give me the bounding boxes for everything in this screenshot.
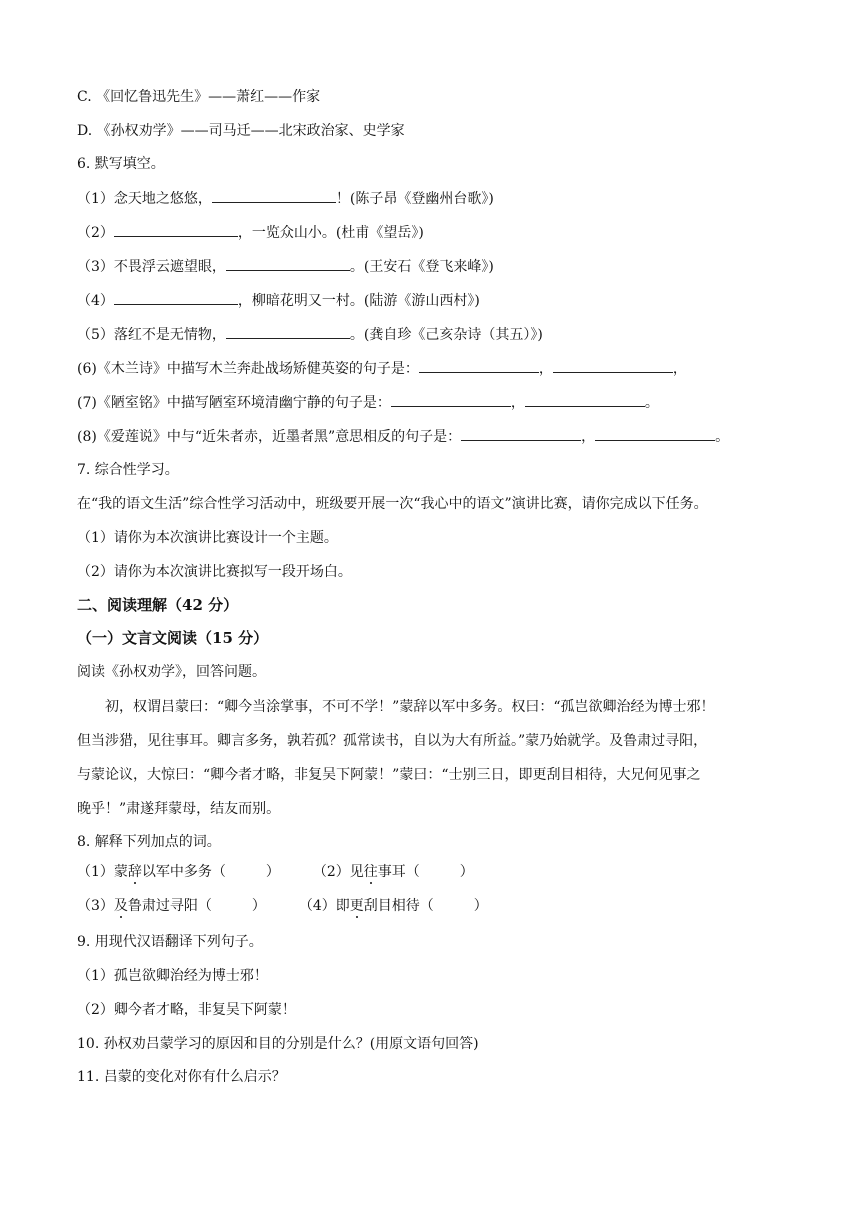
q6-item-3-prefix: （3）不畏浮云遮望眼， bbox=[77, 259, 226, 275]
answer-blank[interactable] bbox=[419, 358, 539, 373]
answer-blank[interactable] bbox=[461, 426, 581, 441]
q6-item-2-suffix: ，一览众山小。(杜甫《望岳》) bbox=[237, 225, 424, 241]
q6-item-2-prefix: （2） bbox=[77, 225, 114, 241]
q8-item-2: （2）见往事耳（ ） bbox=[312, 864, 474, 880]
q9-sentence-1: （1）孤岂欲卿治经为博士邪！ bbox=[77, 968, 268, 984]
dotted-word: 更 bbox=[349, 898, 364, 914]
q6-item-2 bbox=[77, 222, 424, 243]
q6-item-7-prefix: (7)《陋室铭》中描写陋室环境清幽宁静的句子是： bbox=[77, 395, 391, 411]
answer-blank[interactable] bbox=[525, 392, 645, 407]
q6-item-8-sep: ， bbox=[581, 429, 596, 445]
answer-blank[interactable] bbox=[226, 324, 350, 339]
passage-line-2: 但当涉猎，见往事耳。卿言多务，孰若孤？孤常读书，自以为大有所益。”蒙乃始就学。及鲁肃过寻阳， bbox=[77, 733, 708, 749]
q6-item-4-prefix: （4） bbox=[77, 293, 114, 309]
q6-item-6-suffix: ， bbox=[672, 361, 687, 377]
q8-item-4: （4）即更刮目相待（ ） bbox=[298, 898, 488, 914]
dotted-word: 及 bbox=[113, 898, 128, 914]
q6-item-4-suffix: ，柳暗花明又一村。(陆游《游山西村》) bbox=[237, 293, 480, 309]
answer-blank[interactable] bbox=[553, 358, 673, 373]
q6-item-6 bbox=[77, 358, 687, 379]
q6-item-4 bbox=[77, 290, 480, 311]
option-c: C. 《回忆鲁迅先生》——萧红——作家 bbox=[77, 89, 321, 105]
dotted-word: 辞 bbox=[127, 864, 142, 880]
answer-blank[interactable] bbox=[114, 222, 238, 237]
q6-title: 6. 默写填空。 bbox=[77, 156, 165, 172]
q10-question: 10. 孙权劝吕蒙学习的原因和目的分别是什么？(用原文语句回答) bbox=[77, 1036, 479, 1052]
q6-item-5 bbox=[77, 324, 543, 345]
q6-item-8-prefix: (8)《爱莲说》中与“近朱者赤，近墨者黑”意思相反的句子是： bbox=[77, 429, 462, 445]
q7-task-1: （1）请你为本次演讲比赛设计一个主题。 bbox=[77, 530, 338, 546]
passage-line-1: 初，权谓吕蒙曰：“卿今当涂掌事，不可不学！”蒙辞以军中多务。权曰：“孤岂欲卿治经为博士邪！ bbox=[105, 699, 715, 715]
q6-item-3 bbox=[77, 256, 494, 277]
q6-item-8-suffix: 。 bbox=[715, 429, 730, 445]
q7-intro: 在“我的语文生活”综合性学习活动中，班级要开展一次“我心中的语文”演讲比赛，请你完成以下任务。 bbox=[77, 496, 708, 512]
q8-item-1: （1）蒙辞以军中多务（ ） bbox=[77, 864, 280, 880]
q9-title: 9. 用现代汉语翻译下列句子。 bbox=[77, 934, 263, 950]
q8-item-3: （3）及鲁肃过寻阳（ ） bbox=[77, 898, 266, 914]
q11-question: 11. 吕蒙的变化对你有什么启示？ bbox=[77, 1069, 286, 1085]
passage-line-4: 晚乎！”肃遂拜蒙母，结友而别。 bbox=[77, 801, 281, 817]
answer-blank[interactable] bbox=[226, 256, 350, 271]
q7-task-2: （2）请你为本次演讲比赛拟写一段开场白。 bbox=[77, 564, 352, 580]
reading-intro: 阅读《孙权劝学》，回答问题。 bbox=[77, 664, 266, 680]
answer-blank[interactable] bbox=[391, 392, 511, 407]
q6-item-5-suffix: 。(龚自珍《己亥杂诗（其五）》) bbox=[349, 327, 543, 343]
q6-item-8 bbox=[77, 426, 729, 447]
q6-item-5-prefix: （5）落红不是无情物， bbox=[77, 327, 226, 343]
q6-item-7 bbox=[77, 392, 659, 413]
passage-line-3: 与蒙论议，大惊曰：“卿今者才略，非复吴下阿蒙！”蒙曰：“士别三日，即更刮目相待，大兄何见事之 bbox=[77, 767, 701, 783]
q6-item-7-sep: ， bbox=[510, 395, 525, 411]
answer-blank[interactable] bbox=[212, 188, 336, 203]
q6-item-3-suffix: 。(王安石《登飞来峰》) bbox=[349, 259, 494, 275]
q6-item-1-suffix: ！(陈子昂《登幽州台歌》) bbox=[335, 191, 494, 207]
q8-title: 8. 解释下列加点的词。 bbox=[77, 834, 221, 850]
q7-title: 7. 综合性学习。 bbox=[77, 462, 179, 478]
q6-item-6-sep: ， bbox=[538, 361, 553, 377]
q8-row-1 bbox=[77, 862, 474, 882]
q6-item-6-prefix: (6)《木兰诗》中描写木兰奔赴战场矫健英姿的句子是： bbox=[77, 361, 419, 377]
section-heading: 二、阅读理解（42 分） bbox=[77, 596, 239, 614]
q8-row-2 bbox=[77, 896, 488, 916]
subsection-heading: （一）文言文阅读（15 分） bbox=[77, 629, 269, 647]
dotted-word: 往 bbox=[363, 864, 378, 880]
q6-item-7-suffix: 。 bbox=[644, 395, 659, 411]
q6-item-1 bbox=[77, 188, 494, 209]
q6-item-1-prefix: （1）念天地之悠悠， bbox=[77, 191, 212, 207]
q9-sentence-2: （2）卿今者才略，非复吴下阿蒙！ bbox=[77, 1002, 296, 1018]
answer-blank[interactable] bbox=[114, 290, 238, 305]
answer-blank[interactable] bbox=[595, 426, 715, 441]
option-d: D. 《孙权劝学》——司马迁——北宋政治家、史学家 bbox=[77, 123, 405, 139]
